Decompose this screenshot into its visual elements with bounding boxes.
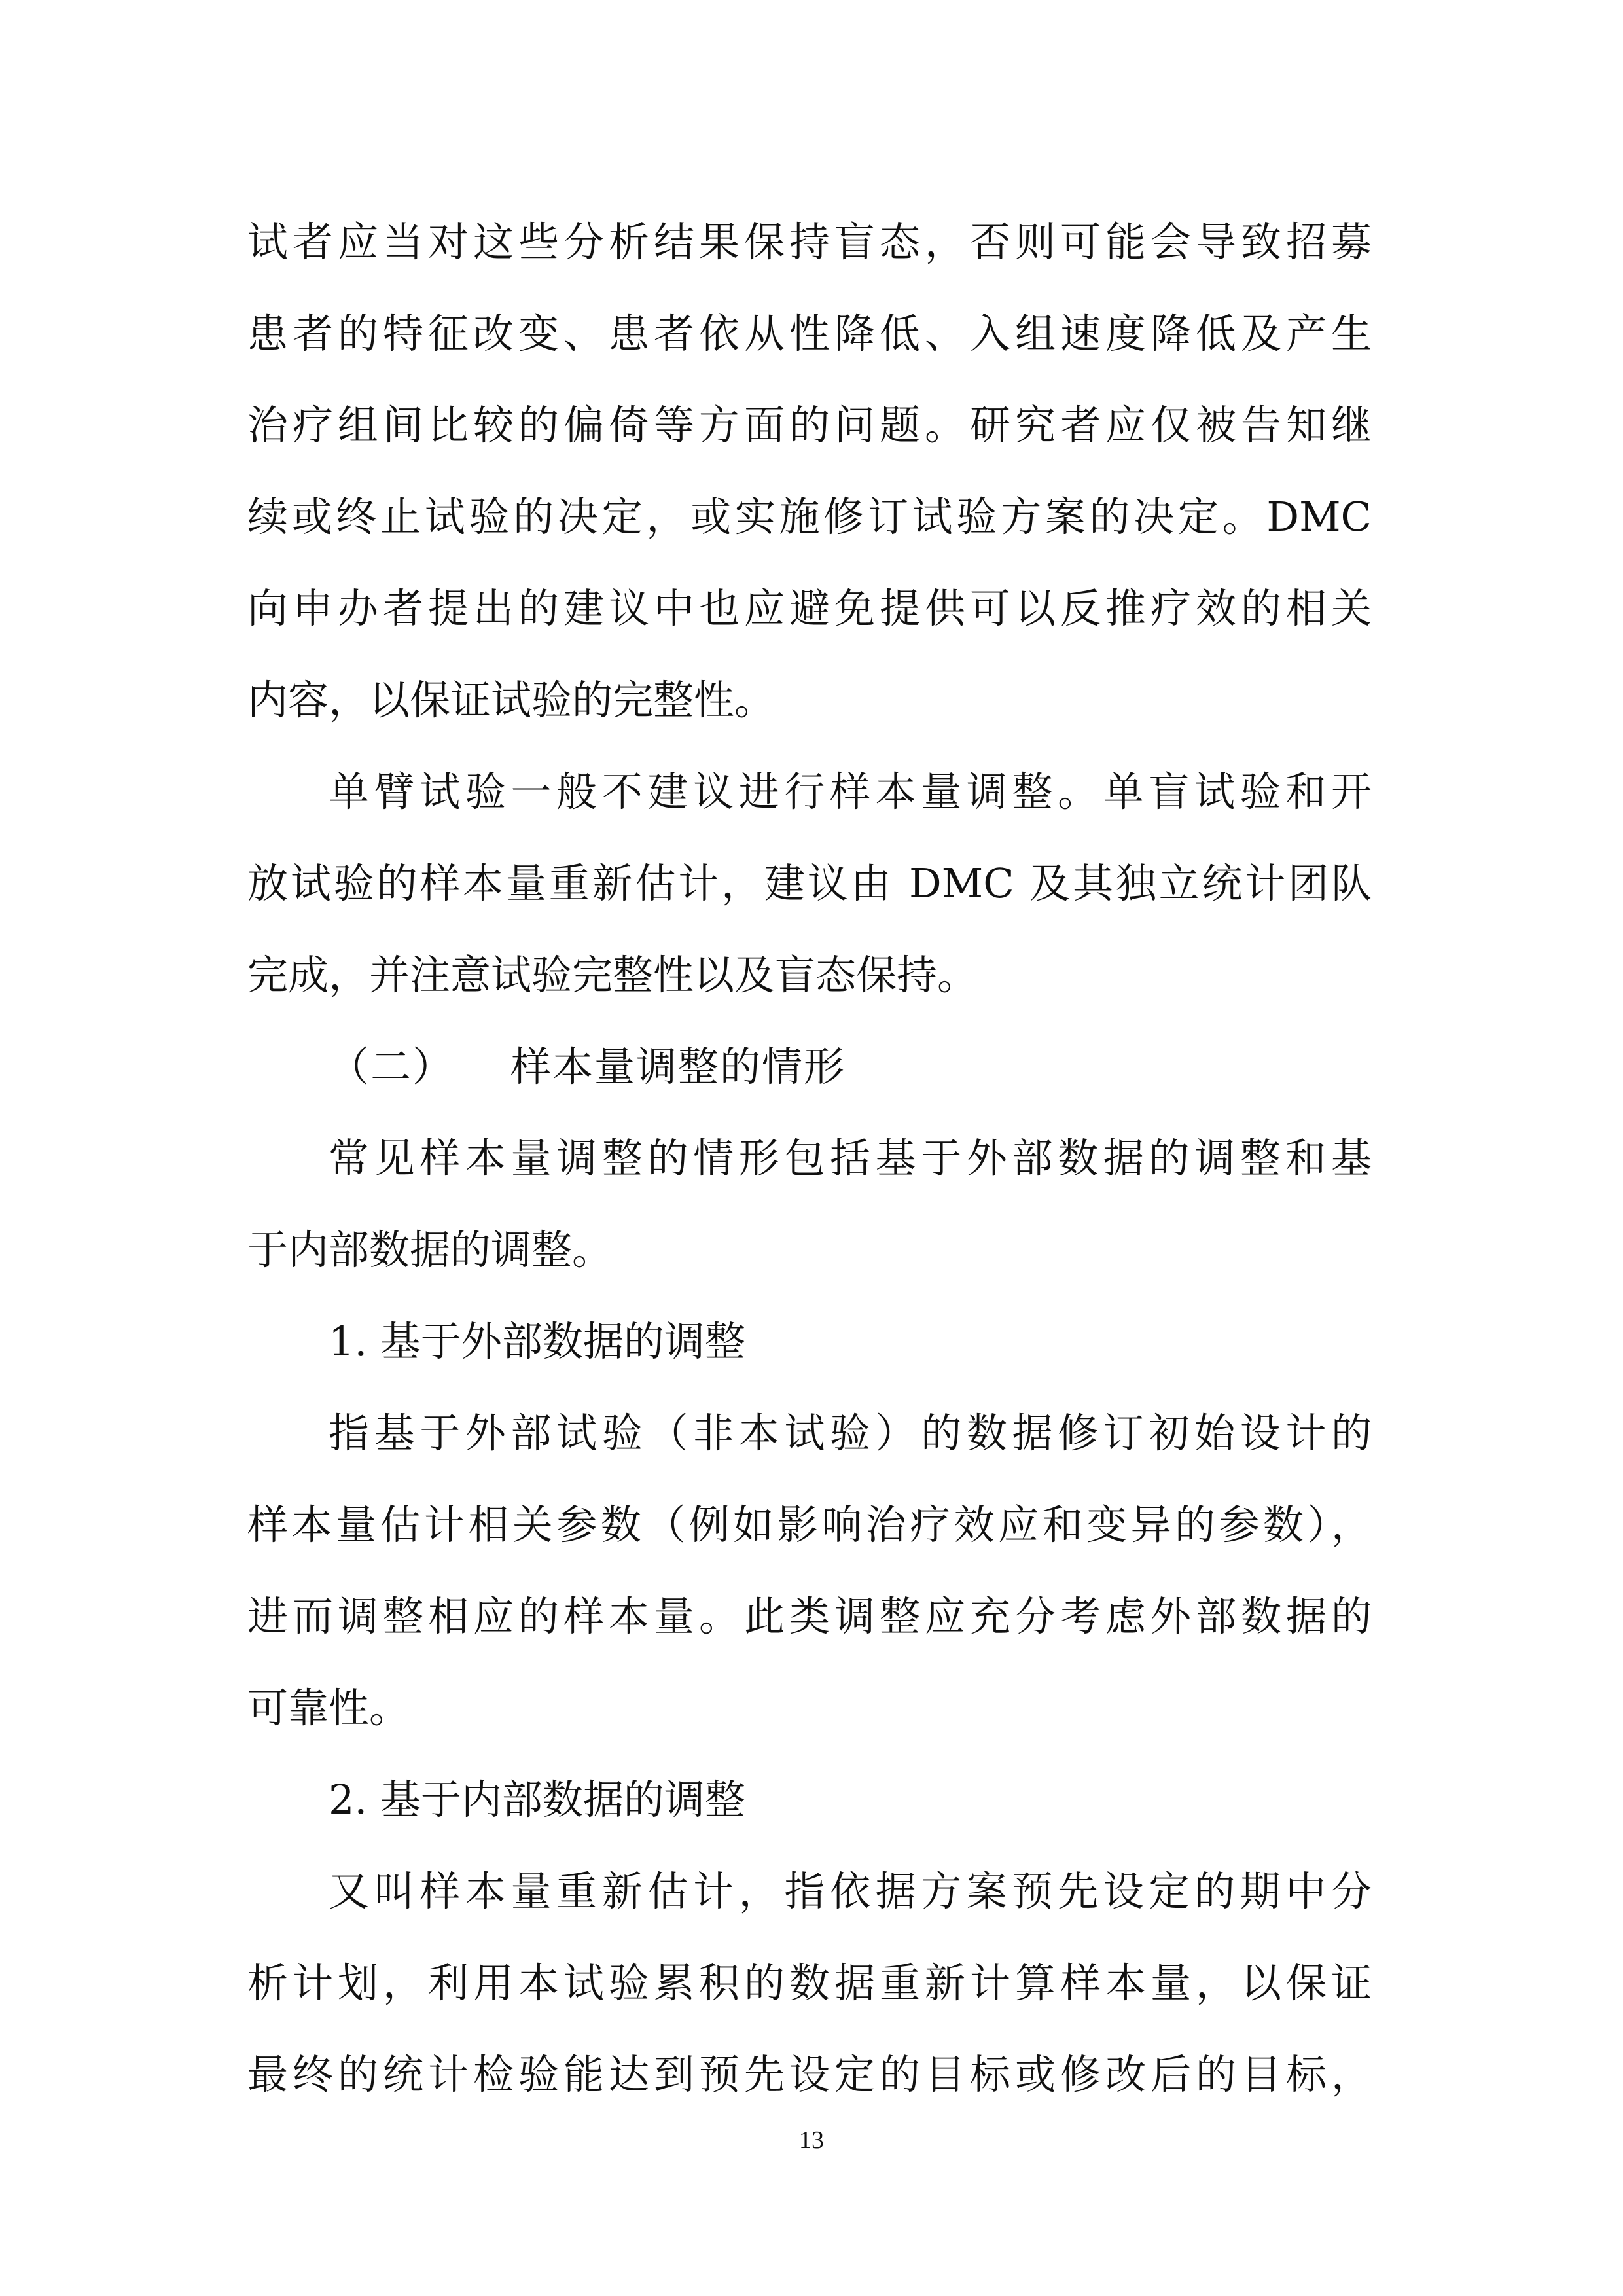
page-number: 13: [799, 2126, 824, 2154]
paragraph-line: 续或终止试验的决定，或实施修订试验方案的决定。DMC: [247, 493, 1372, 541]
paragraph-line: 样本量估计相关参数（例如影响治疗效应和变异的参数），: [247, 1501, 1372, 1549]
paragraph-line: 于内部数据的调整。: [247, 1226, 613, 1274]
section-heading: [329, 1021, 846, 1113]
paragraph-line: 最终的统计检验能达到预先设定的目标或修改后的目标，: [247, 2051, 1372, 2098]
section-heading-title: 样本量调整的情形: [510, 1043, 846, 1090]
paragraph-line: 内容，以保证试验的完整性。: [247, 676, 776, 724]
paragraph-line: 试者应当对这些分析结果保持盲态，否则可能会导致招募: [247, 218, 1372, 266]
paragraph-line: 进而调整相应的样本量。此类调整应充分考虑外部数据的: [247, 1592, 1372, 1640]
paragraph-line: 患者的特征改变、患者依从性降低、入组速度降低及产生: [247, 310, 1372, 357]
paragraph-line: 单臂试验一般不建议进行样本量调整。单盲试验和开: [329, 768, 1372, 816]
paragraph-line: 又叫样本量重新估计，指依据方案预先设定的期中分: [329, 1867, 1372, 1915]
paragraph-line: 析计划，利用本试验累积的数据重新计算样本量，以保证: [247, 1959, 1372, 2007]
paragraph-line: 放试验的样本量重新估计，建议由 DMC 及其独立统计团队: [247, 859, 1372, 907]
paragraph-line: 常见样本量调整的情形包括基于外部数据的调整和基: [329, 1134, 1372, 1182]
section-heading-number: （二）: [329, 1043, 455, 1090]
subsection-heading: 1. 基于外部数据的调整: [329, 1318, 745, 1365]
paragraph-line: 治疗组间比较的偏倚等方面的问题。研究者应仅被告知继: [247, 401, 1372, 449]
paragraph-line: 可靠性。: [247, 1684, 410, 1732]
paragraph-line: 指基于外部试验（非本试验）的数据修订初始设计的: [329, 1409, 1372, 1457]
subsection-heading: 2. 基于内部数据的调整: [329, 1776, 745, 1823]
paragraph-line: 完成，并注意试验完整性以及盲态保持。: [247, 951, 978, 999]
paragraph-line: 向申办者提出的建议中也应避免提供可以反推疗效的相关: [247, 584, 1372, 632]
